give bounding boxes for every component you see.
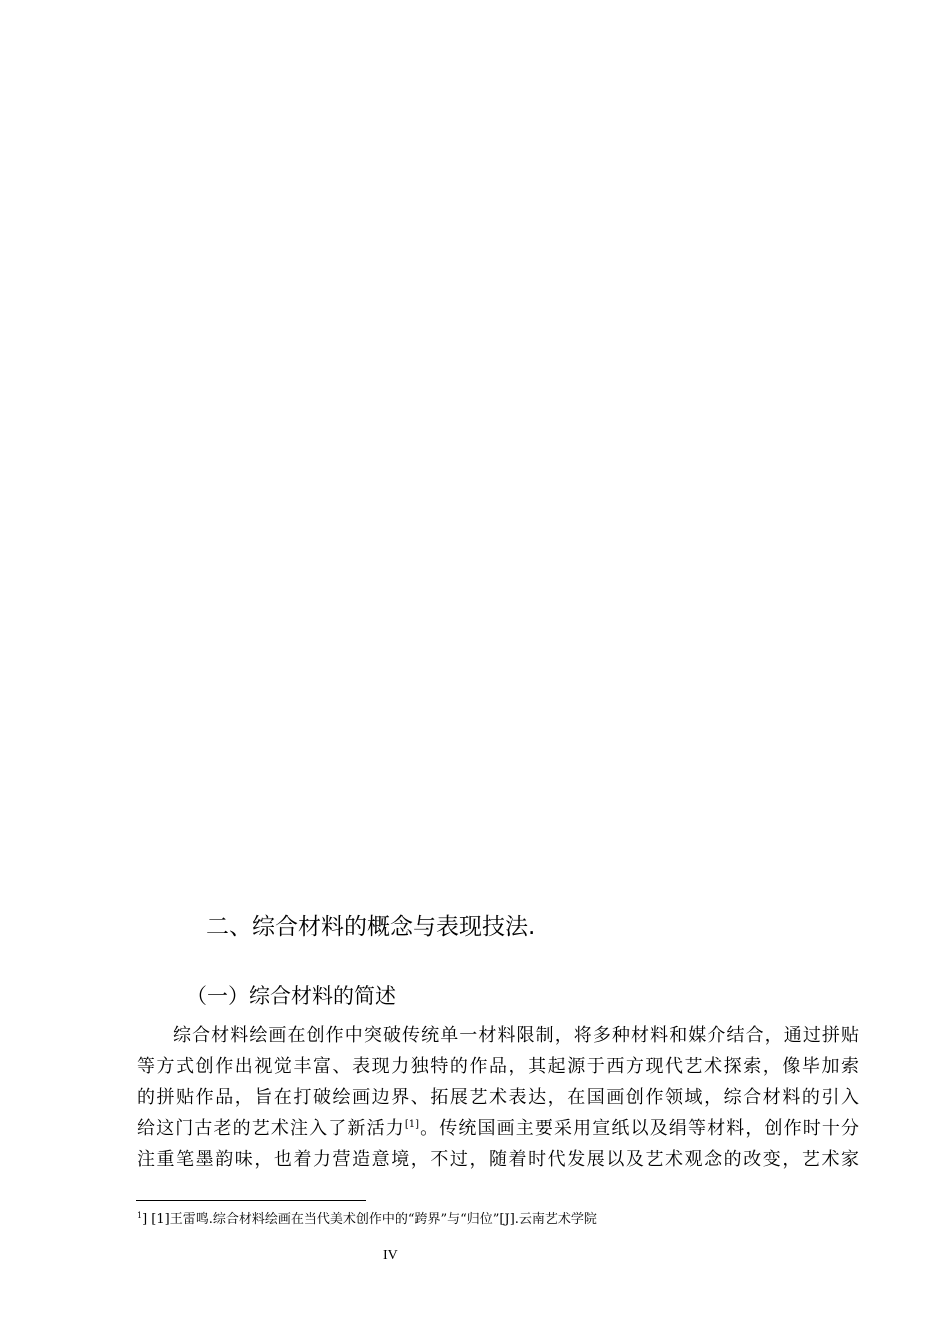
footnote-divider (136, 1200, 366, 1201)
subsection-heading: （一）综合材料的简述 (186, 984, 396, 1008)
body-paragraph (137, 1020, 859, 1175)
paragraph-line-text: 。传统国画主要采用宣纸以及绢等材料，创作时十分 (419, 1118, 859, 1139)
footnote-marker: 1 (137, 1211, 143, 1220)
section-heading: 二、综合材料的概念与表现技法. (206, 914, 536, 940)
paragraph-line: 注重笔墨韵味，也着力营造意境，不过，随着时代发展以及艺术观念的改变，艺术家 (137, 1149, 859, 1170)
citation-marker[interactable]: [1] (404, 1119, 419, 1130)
footnote-text: ] [1]王雷鸣.综合材料绘画在当代美术创作中的“跨界”与“归位”[J].云南艺术学院 (142, 1212, 597, 1227)
paragraph-line (137, 1113, 859, 1144)
page-number: IV (383, 1248, 398, 1263)
paragraph-line: 的拼贴作品，旨在打破绘画边界、拓展艺术表达，在国画创作领域，综合材料的引入 (137, 1087, 859, 1108)
paragraph-line: 等方式创作出视觉丰富、表现力独特的作品，其起源于西方现代艺术探索，像毕加索 (137, 1056, 859, 1077)
paragraph-line-text: 给这门古老的艺术注入了新活力 (137, 1118, 405, 1139)
paragraph-line: 综合材料绘画在创作中突破传统单一材料限制，将多种材料和媒介结合，通过拼贴 (173, 1025, 859, 1046)
footnote (137, 1211, 597, 1229)
